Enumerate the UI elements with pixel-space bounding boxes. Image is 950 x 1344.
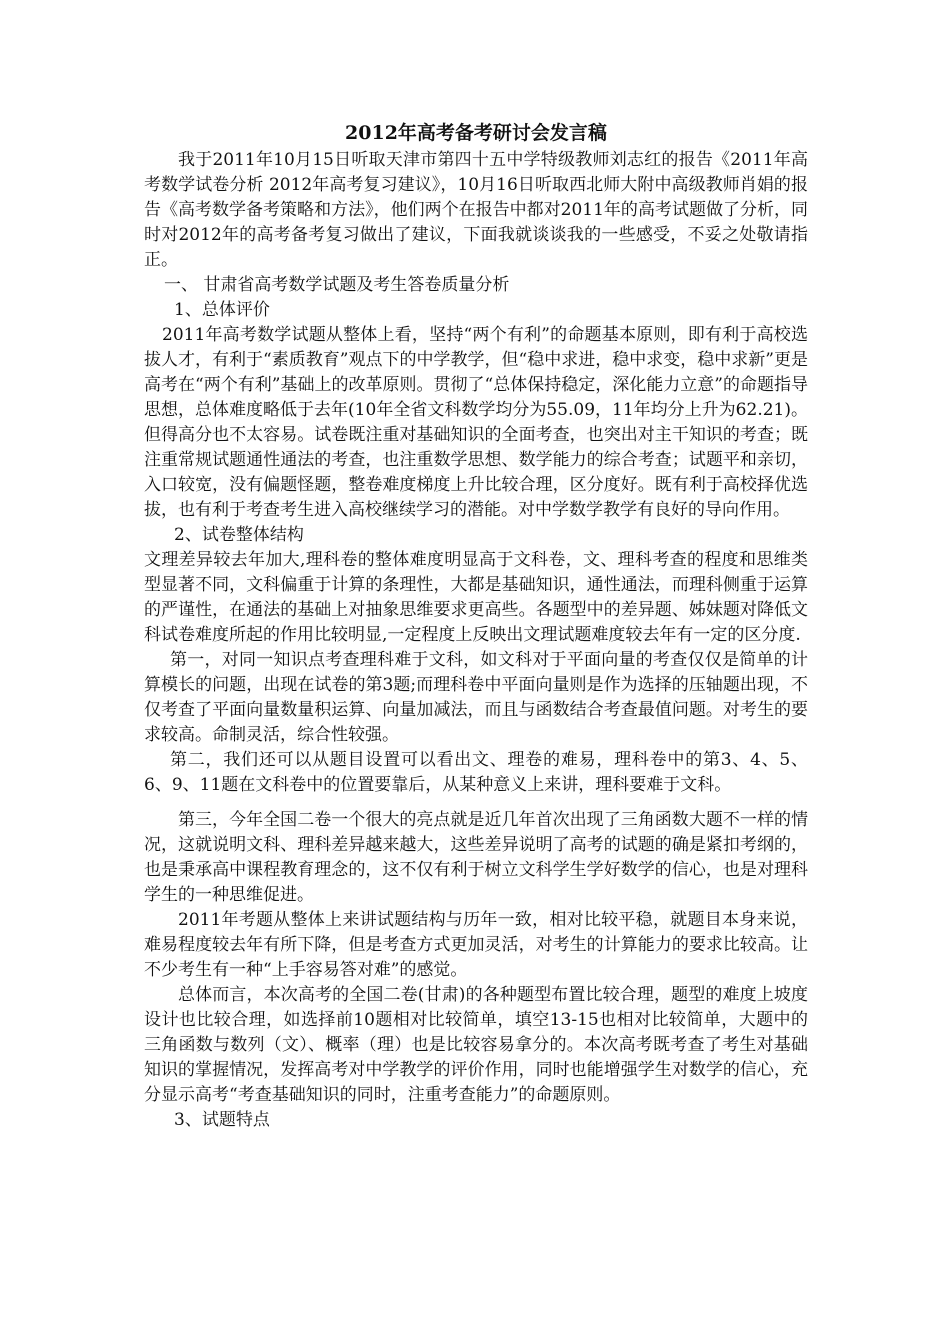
section-heading-1: 一、 甘肃省高考数学试题及考生答卷质量分析	[164, 275, 510, 295]
paragraph-overall-evaluation: 2011年高考数学试题从整体上看，坚持“两个有利”的命题基本原则，即有利于高校选拔人才，有利于“素质教育”观点下的中学教学，但“稳中求进，稳中求变，稳中求新”更是高考在“两个有利”基础上的改革原则。贯彻了“总体保持稳定，深化能力立意”的命题指导思想，总体难度略低于去年(10年全省文科数学均分为55.09，11年均分上升为62.21)。但得高分也不太容易。试卷既注重对基础知识的全面考查，也突出对主干知识的考查；既注重常规试题通性通法的考查，也注重数学思想、数学能力的综合考查；试题平和亲切，入口较宽，没有偏题怪题，整卷难度梯度上升比较合理，区分度好。既有利于高校择优选拔，也有利于考查考生进入高校继续学习的潜能。对中学数学教学有良好的导向作用。	[144, 325, 808, 520]
paragraph-second-point: 第二，我们还可以从题目设置可以看出文、理卷的难易，理科卷中的第3、4、5、6、9、11题在文科卷中的位置要靠后，从某种意义上来讲，理科要难于文科。	[144, 750, 808, 795]
document-page	[144, 118, 808, 1133]
subheading-overall-evaluation: 1、总体评价	[174, 300, 270, 320]
paragraph-summary: 总体而言，本次高考的全国二卷(甘肃)的各种题型布置比较合理，题型的难度上坡度设计也比较合理，如选择前10题相对比较简单，填空13-15也相对比较简单，大题中的三角函数与数列（文）、概率（理）也是比较容易拿分的。本次高考既考查了考生对基础知识的掌握情况，发挥高考对中学教学的评价作用，同时也能增强学生对数学的信心，充分显示高考“考查基础知识的同时，注重考查能力”的命题原则。	[144, 985, 808, 1105]
paragraph-2011-overall: 2011年考题从整体上来讲试题结构与历年一致，相对比较平稳，就题目本身来说，难易程度较去年有所下降，但是考查方式更加灵活，对考生的计算能力的要求比较高。让不少考生有一种“上手容易答对难”的感觉。	[144, 910, 808, 980]
subheading-paper-structure: 2、试卷整体结构	[174, 525, 304, 545]
paragraph-first-point: 第一，对同一知识点考查理科难于文科，如文科对于平面向量的考查仅仅是简单的计算模长的问题，出现在试卷的第3题;而理科卷中平面向量则是作为选择的压轴题出现，不仅考查了平面向量数量积运算、向量加减法，而且与函数结合考查最值问题。对考生的要求较高。命制灵活，综合性较强。	[144, 650, 808, 745]
paragraph-paper-structure: 文理差异较去年加大,理科卷的整体难度明显高于文科卷，文、理科考查的程度和思维类型显著不同，文科偏重于计算的条理性，大都是基础知识，通性通法，而理科侧重于运算的严谨性，在通法的基础上对抽象思维要求更高些。各题型中的差异题、姊妹题对降低文科试卷难度所起的作用比较明显,一定程度上反映出文理试题难度较去年有一定的区分度.	[144, 550, 808, 645]
document-title: 2012年高考备考研讨会发言稿	[345, 122, 607, 144]
intro-paragraph: 我于2011年10月15日听取天津市第四十五中学特级教师刘志红的报告《2011年高考数学试卷分析 2012年高考复习建议》，10月16日听取西北师大附中高级教师肖娟的报告《高考数学备考策略和方法》，他们两个在报告中都对2011年的高考试题做了分析，同时对2012年的高考备考复习做出了建议，下面我就谈谈我的一些感受，不妥之处敬请指正。	[144, 150, 808, 270]
paragraph-third-point: 第三，今年全国二卷一个很大的亮点就是近几年首次出现了三角函数大题不一样的情况，这就说明文科、理科差异越来越大，这些差异说明了高考的试题的确是紧扣考纲的，也是秉承高中课程教育理念的，这不仅有利于树立文科学生学好数学的信心，也是对理科学生的一种思维促进。	[144, 810, 808, 905]
subheading-question-features: 3、试题特点	[174, 1110, 270, 1130]
